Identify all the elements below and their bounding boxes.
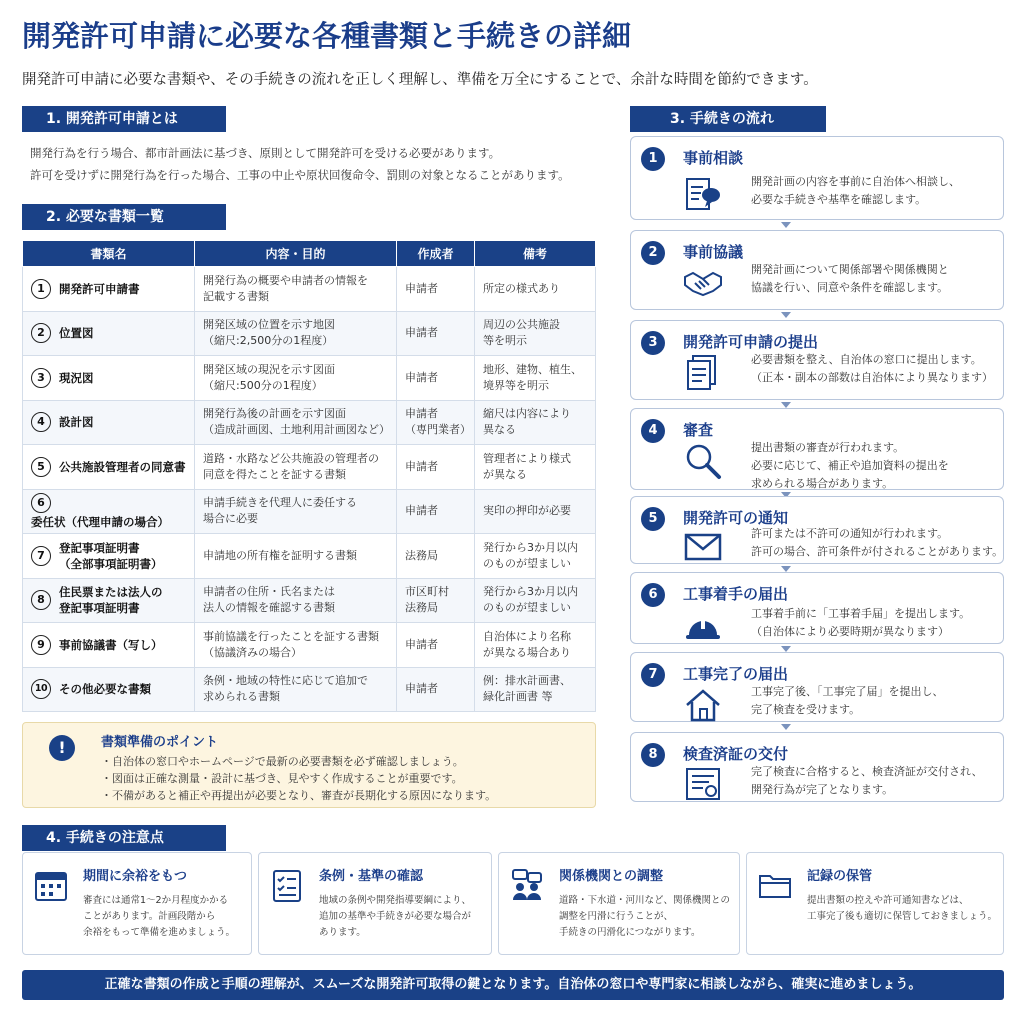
doc-name: 住民票または法人の 登記事項証明書	[59, 585, 163, 616]
doc-name-cell	[23, 400, 195, 445]
flow-step	[630, 136, 1004, 220]
doc-note-cell: 管理者により様式 が異なる	[475, 445, 596, 490]
doc-creator-cell: 申請者	[397, 667, 475, 712]
doc-content-cell: 開発区域の位置を示す地図 （縮尺:2,500分の1程度）	[195, 311, 397, 356]
step-title: 工事着手の届出	[683, 585, 789, 603]
doc-creator-cell: 申請者	[397, 311, 475, 356]
table-row	[23, 623, 596, 668]
step-title: 事前相談	[683, 149, 744, 167]
doc-name: 開発許可申請書	[59, 281, 140, 296]
tips-item: ・不備があると補正や再提出が必要となり、審査が長期化する原因になります。	[101, 789, 497, 802]
doc-name-cell	[23, 445, 195, 490]
tips-item: ・図面は正確な測量・設計に基づき、見やすく作成することが重要です。	[101, 772, 463, 785]
tips-item: ・自治体の窓口やホームページで最新の必要書類を必ず確認しましょう。	[101, 755, 464, 768]
step-title: 審査	[683, 421, 714, 439]
doc-name-cell	[23, 356, 195, 401]
card-description: 提出書類の控えや許可通知書などは、 工事完了後も適切に保管しておきましょう。	[807, 895, 998, 922]
doc-content-cell: 事前協議を行ったことを証する書類 （協議済みの場合）	[195, 623, 397, 668]
doc-name-cell	[23, 623, 195, 668]
certificate-icon	[683, 765, 723, 805]
doc-note-cell: 縮尺は内容により 異なる	[475, 400, 596, 445]
doc-name: 現況図	[59, 370, 94, 385]
step-description: 完了検査に合格すると、検査済証が交付され、 開発行為が完了となります。	[751, 765, 983, 796]
section2-heading: 2. 必要な書類一覧	[22, 204, 226, 230]
column-header: 書類名	[23, 241, 195, 267]
caution-card	[258, 852, 492, 955]
row-number: 5	[31, 457, 51, 477]
step-title: 開発許可申請の提出	[683, 333, 819, 351]
doc-name: 設計図	[59, 415, 94, 430]
page-title: 開発許可申請に必要な各種書類と手続きの詳細	[22, 19, 632, 53]
doc-name: 事前協議書（写し）	[59, 637, 163, 652]
doc-creator-cell: 市区町村 法務局	[397, 578, 475, 623]
flow-step	[630, 572, 1004, 644]
doc-note-cell: 自治体により名称 が異なる場合あり	[475, 623, 596, 668]
flow-arrow	[781, 312, 791, 318]
doc-name: その他必要な書類	[59, 682, 151, 697]
card-title: 記録の保管	[807, 869, 873, 884]
table-row	[23, 311, 596, 356]
table-row	[23, 400, 596, 445]
card-title: 条例・基準の確認	[319, 869, 424, 884]
step-description: 必要書類を整え、自治体の窓口に提出します。 （正本・副本の部数は自治体により異なります）	[751, 353, 993, 384]
flow-step	[630, 408, 1004, 490]
step-number: 6	[641, 583, 665, 607]
footer-banner: 正確な書類の作成と手順の理解が、スムーズな開発許可取得の鍵となります。自治体の窓口や専門家に相談しながら、確実に進めましょう。	[22, 970, 1004, 1000]
step-description: 工事着手前に「工事着手届」を提出します。 （自治体により必要時期が異なります）	[751, 607, 971, 638]
section1-line: 許可を受けずに開発行為を行った場合、工事の中止や原状回復命令、罰則の対象となることがあります。	[30, 168, 570, 182]
checklist-icon	[269, 867, 305, 903]
caution-card	[498, 852, 740, 955]
people-icon	[509, 867, 545, 903]
table-header-row	[23, 241, 596, 267]
flow-step	[630, 230, 1004, 310]
step-description: 提出書類の審査が行われます。 必要に応じて、補正や追加資料の提出を 求められる場合があります。	[751, 441, 949, 490]
documents-table	[22, 240, 596, 712]
calendar-icon	[33, 867, 69, 903]
doc-note-cell: 周辺の公共施設 等を明示	[475, 311, 596, 356]
envelope-icon	[683, 527, 723, 567]
step-number: 8	[641, 743, 665, 767]
row-number: 2	[31, 323, 51, 343]
section1-line: 開発行為を行う場合、都市計画法に基づき、原則として開発許可を受ける必要があります。	[30, 146, 501, 160]
section1-body	[30, 142, 600, 186]
card-description: 審査には通常1～2か月程度かかる ことがあります。計画段階から 余裕をもって準備を進めましょう。	[83, 895, 236, 938]
step-title: 事前協議	[683, 243, 744, 261]
section4-heading: 4. 手続きの注意点	[22, 825, 226, 851]
doc-note-cell: 発行から3か月以内 のものが望ましい	[475, 578, 596, 623]
doc-content-cell: 申請者の住所・氏名または 法人の情報を確認する書類	[195, 578, 397, 623]
flow-arrow	[781, 222, 791, 228]
intro-text: 開発許可申請に必要な書類や、その手続きの流れを正しく理解し、準備を万全にすることで、余計な時間を節約できます。	[22, 72, 818, 88]
step-title: 工事完了の届出	[683, 665, 789, 683]
card-description: 地域の条例や開発指導要綱により、 追加の基準や手続きが必要な場合が あります。	[319, 895, 472, 938]
doc-note-cell: 実印の押印が必要	[475, 489, 596, 534]
doc-creator-cell: 申請者 （専門業者）	[397, 400, 475, 445]
flow-step	[630, 652, 1004, 722]
step-number: 1	[641, 147, 665, 171]
step-description: 開発計画について関係部署や関係機関と 協議を行い、同意や条件を確認します。	[751, 263, 949, 294]
column-header: 作成者	[397, 241, 475, 267]
doc-name-cell	[23, 667, 195, 712]
doc-creator-cell: 申請者	[397, 445, 475, 490]
helmet-icon	[683, 607, 723, 647]
table-row	[23, 356, 596, 401]
doc-creator-cell: 申請者	[397, 623, 475, 668]
magnifier-icon	[683, 441, 723, 481]
doc-name-cell	[23, 311, 195, 356]
card-description: 道路・下水道・河川など、関係機関との 調整を円滑に行うことが、 手続きの円滑化につながります。	[559, 895, 731, 938]
step-title: 開発許可の通知	[683, 509, 789, 527]
step-number: 5	[641, 507, 665, 531]
caution-card	[746, 852, 1004, 955]
row-number: 6	[31, 493, 51, 513]
doc-content-cell: 申請地の所有権を証明する書類	[195, 534, 397, 579]
table-row	[23, 445, 596, 490]
doc-content-cell: 条例・地域の特性に応じて追加で 求められる書類	[195, 667, 397, 712]
step-number: 4	[641, 419, 665, 443]
doc-name: 公共施設管理者の同意書	[59, 459, 186, 474]
doc-note-cell: 発行から3か月以内 のものが望ましい	[475, 534, 596, 579]
table-row	[23, 534, 596, 579]
row-number: 10	[31, 679, 51, 699]
table-row	[23, 267, 596, 312]
step-number: 3	[641, 331, 665, 355]
doc-name: 委任状（代理申請の場合）	[31, 514, 169, 529]
folder-icon	[757, 867, 793, 903]
tips-box	[22, 722, 596, 808]
flow-arrow	[781, 724, 791, 730]
step-description: 開発計画の内容を事前に自治体へ相談し、 必要な手続きや基準を確認します。	[751, 175, 960, 206]
row-number: 8	[31, 590, 51, 610]
step-description: 許可または不許可の通知が行われます。 許可の場合、許可条件が付されることがあります。	[751, 527, 1004, 558]
doc-content-cell: 申請手続きを代理人に委任する 場合に必要	[195, 489, 397, 534]
doc-creator-cell: 法務局	[397, 534, 475, 579]
doc-name-cell	[23, 489, 195, 534]
caution-card	[22, 852, 252, 955]
step-number: 7	[641, 663, 665, 687]
flow-step	[630, 732, 1004, 802]
doc-content-cell: 道路・水路など公共施設の管理者の 同意を得たことを証する書類	[195, 445, 397, 490]
tips-list	[101, 753, 496, 804]
doc-name-cell	[23, 578, 195, 623]
row-number: 4	[31, 412, 51, 432]
doc-creator-cell: 申請者	[397, 489, 475, 534]
flow-step	[630, 320, 1004, 400]
table-row	[23, 578, 596, 623]
doc-content-cell: 開発区域の現況を示す図面 （縮尺:500分の1程度）	[195, 356, 397, 401]
card-title: 関係機関との調整	[559, 869, 664, 884]
row-number: 3	[31, 368, 51, 388]
flow-step	[630, 496, 1004, 564]
exclamation-icon: !	[49, 735, 75, 761]
doc-name: 登記事項証明書 （全部事項証明書）	[59, 540, 163, 571]
doc-note-cell: 地形、建物、植生、 境界等を明示	[475, 356, 596, 401]
section1-heading: 1. 開発許可申請とは	[22, 106, 226, 132]
doc-name-cell	[23, 267, 195, 312]
doc-creator-cell: 申請者	[397, 356, 475, 401]
card-title: 期間に余裕をもつ	[83, 869, 188, 884]
document-chat-icon	[683, 175, 723, 215]
section3-heading: 3. 手続きの流れ	[630, 106, 826, 132]
step-title: 検査済証の交付	[683, 745, 789, 763]
doc-name: 位置図	[59, 326, 94, 341]
doc-creator-cell: 申請者	[397, 267, 475, 312]
doc-name-cell	[23, 534, 195, 579]
column-header: 備考	[475, 241, 596, 267]
row-number: 1	[31, 279, 51, 299]
documents-icon	[683, 353, 723, 393]
table-row	[23, 667, 596, 712]
handshake-icon	[683, 263, 723, 303]
doc-note-cell: 所定の様式あり	[475, 267, 596, 312]
column-header: 内容・目的	[195, 241, 397, 267]
table-row	[23, 489, 596, 534]
house-icon	[683, 685, 723, 725]
doc-content-cell: 開発行為後の計画を示す図面 （造成計画図、土地利用計画図など）	[195, 400, 397, 445]
row-number: 9	[31, 635, 51, 655]
tips-title: 書類準備のポイント	[101, 735, 219, 750]
step-number: 2	[641, 241, 665, 265]
doc-content-cell: 開発行為の概要や申請者の情報を 記載する書類	[195, 267, 397, 312]
step-description: 工事完了後、「工事完了届」を提出し、 完了検査を受けます。	[751, 685, 944, 716]
row-number: 7	[31, 546, 51, 566]
doc-note-cell: 例：排水計画書、 緑化計画書 等	[475, 667, 596, 712]
